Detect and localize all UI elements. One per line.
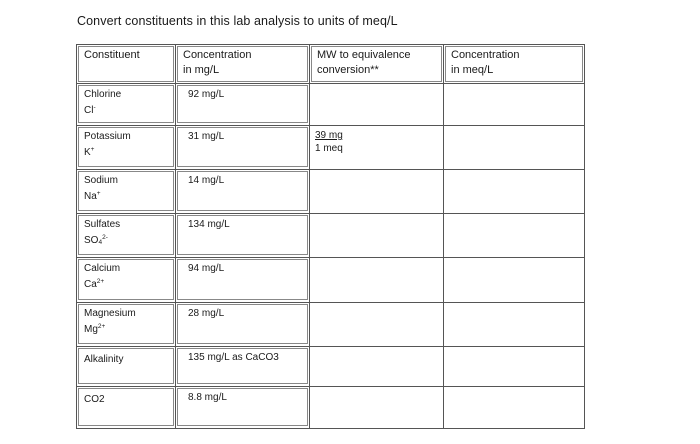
header-row <box>77 45 585 84</box>
concentration-mg-value: 14 mg/L <box>188 175 225 186</box>
ion-charge: - <box>93 104 96 111</box>
concentration-mg-cell <box>176 303 310 347</box>
page-title: Convert constituents in this lab analysis to units of meq/L <box>77 14 398 28</box>
concentration-mg-value: 94 mg/L <box>188 263 225 274</box>
mw-conversion-cell[interactable] <box>310 126 444 170</box>
ion-charge: + <box>90 146 95 153</box>
header-concentration-mg-line2: in mg/L <box>183 64 220 76</box>
ion-symbol: K+ <box>84 146 95 158</box>
header-concentration-mg-line1: Concentration <box>183 49 252 61</box>
concentration-mg-cell <box>176 258 310 303</box>
mw-conversion-cell[interactable] <box>310 170 444 214</box>
constituent-cell <box>77 387 176 429</box>
table-row <box>77 387 585 429</box>
constituent-cell <box>77 258 176 303</box>
constituent-name: Chlorine <box>84 89 122 100</box>
table-row <box>77 214 585 258</box>
concentration-meq-cell[interactable] <box>444 126 585 170</box>
ion-charge: + <box>96 190 101 197</box>
table-row <box>77 170 585 214</box>
concentration-mg-value: 134 mg/L <box>188 219 230 230</box>
table-row <box>77 347 585 387</box>
table-row <box>77 84 585 126</box>
header-concentration-meq-line2: in meq/L <box>451 64 494 76</box>
concentration-mg-cell <box>176 84 310 126</box>
mw-conversion-cell[interactable] <box>310 84 444 126</box>
concentration-mg-cell <box>176 170 310 214</box>
table-row <box>77 258 585 303</box>
concentration-mg-value: 92 mg/L <box>188 89 225 100</box>
concentration-meq-cell[interactable] <box>444 258 585 303</box>
constituent-name: Sodium <box>84 175 118 186</box>
concentration-meq-cell[interactable] <box>444 347 585 387</box>
constituent-name: Calcium <box>84 263 121 274</box>
mw-denominator: 1 meq <box>315 143 343 154</box>
concentration-mg-value: 135 mg/L as CaCO3 <box>188 352 279 363</box>
constituent-cell <box>77 170 176 214</box>
concentration-meq-cell[interactable] <box>444 387 585 429</box>
mw-conversion-cell[interactable] <box>310 214 444 258</box>
concentration-meq-cell[interactable] <box>444 303 585 347</box>
concentration-meq-cell[interactable] <box>444 84 585 126</box>
concentration-mg-value: 31 mg/L <box>188 131 225 142</box>
concentration-mg-cell <box>176 126 310 170</box>
concentration-mg-cell <box>176 387 310 429</box>
constituent-cell <box>77 347 176 387</box>
concentration-meq-cell[interactable] <box>444 170 585 214</box>
constituent-cell <box>77 214 176 258</box>
concentration-mg-cell <box>176 347 310 387</box>
constituent-name: CO2 <box>84 394 105 405</box>
mw-conversion-cell[interactable] <box>310 347 444 387</box>
header-concentration-meq-line1: Concentration <box>451 49 520 61</box>
mw-conversion-cell[interactable] <box>310 258 444 303</box>
header-concentration-meq-cell <box>444 45 585 84</box>
mw-conversion-cell[interactable] <box>310 303 444 347</box>
concentration-mg-value: 8.8 mg/L <box>188 392 227 403</box>
ion-symbol: $SO_4^{2-}$ <box>84 234 108 246</box>
mw-conversion-cell[interactable] <box>310 387 444 429</box>
ion-charge: 2+ <box>97 323 106 330</box>
constituent-name: Sulfates <box>84 219 121 230</box>
mw-numerator: 39 mg <box>315 130 343 141</box>
concentration-mg-cell <box>176 214 310 258</box>
ion-charge: 2- <box>102 234 108 241</box>
header-mw-cell <box>310 45 444 84</box>
table-row <box>77 303 585 347</box>
ion-symbol: $Mg^{2+}$ <box>84 323 106 335</box>
constituent-name: Potassium <box>84 131 131 142</box>
table-body <box>77 84 585 429</box>
header-constituent-cell <box>77 45 176 84</box>
ion-charge: 2+ <box>96 278 105 285</box>
constituent-name: Alkalinity <box>84 354 124 365</box>
ion-subscript: 4 <box>98 239 103 246</box>
header-mw-line2: conversion** <box>317 64 379 76</box>
constituent-cell <box>77 126 176 170</box>
ion-symbol: Na+ <box>84 190 101 202</box>
constituent-cell <box>77 84 176 126</box>
table-row <box>77 126 585 170</box>
constituent-cell <box>77 303 176 347</box>
header-concentration-mg-cell <box>176 45 310 84</box>
constituent-name: Magnesium <box>84 308 136 319</box>
header-mw-line1: MW to equivalence <box>317 49 411 61</box>
ion-symbol: $Ca^{2+}$ <box>84 278 105 290</box>
concentration-meq-cell[interactable] <box>444 214 585 258</box>
header-constituent: Constituent <box>84 49 140 61</box>
lab-analysis-table <box>76 44 585 429</box>
concentration-mg-value: 28 mg/L <box>188 308 225 319</box>
ion-symbol: Cl- <box>84 104 96 116</box>
